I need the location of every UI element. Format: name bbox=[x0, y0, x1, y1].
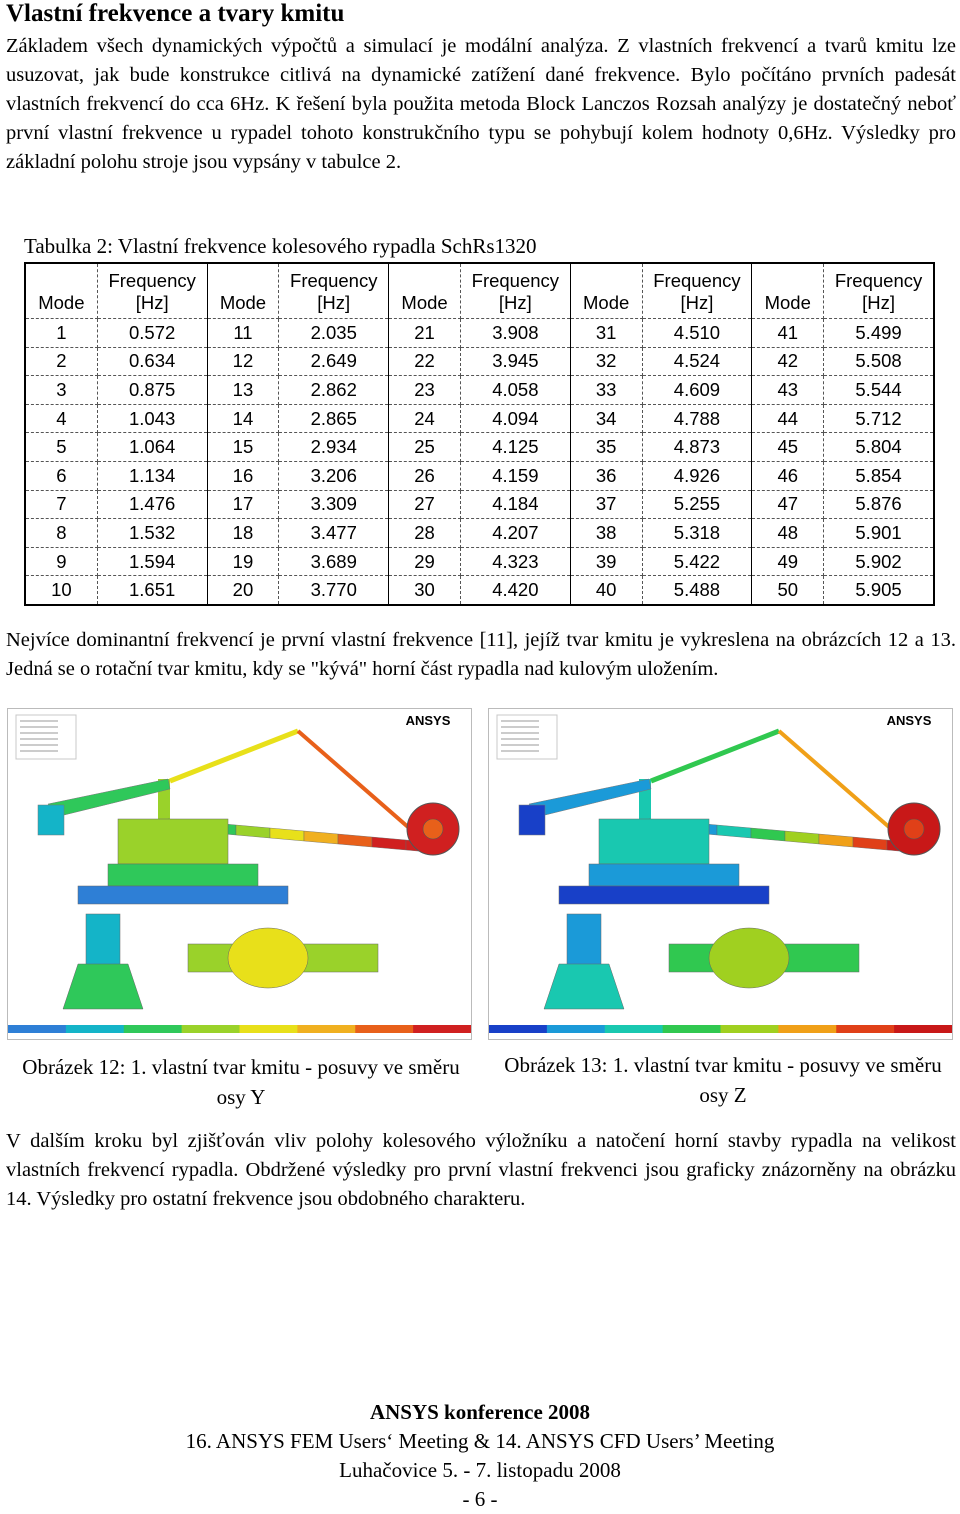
mode-shape-figure-z bbox=[488, 708, 953, 1040]
frequency-cell: 3.945 bbox=[460, 347, 570, 376]
frequency-cell: 3.689 bbox=[279, 547, 389, 576]
mode-cell: 10 bbox=[25, 576, 97, 605]
undercarriage bbox=[559, 886, 769, 904]
table-row bbox=[25, 461, 934, 490]
frequency-header-unit: [Hz] bbox=[317, 292, 351, 313]
mode-cell: 38 bbox=[570, 519, 642, 548]
frequency-header-unit: [Hz] bbox=[498, 292, 532, 313]
color-scale-segment bbox=[721, 1025, 779, 1033]
frequency-cell: 4.184 bbox=[460, 490, 570, 519]
color-scale-segment bbox=[663, 1025, 721, 1033]
mode-cell: 22 bbox=[389, 347, 461, 376]
next-step-paragraph: V dalším kroku byl zjišťován vliv polohy kolesového výložníku a natočení horní stavby rypadla na velikost vlastních frekvencí rypadla. Obdržené výsledky pro první vlastní frekvenci jsou graficky znázorněny na obrázku 14. Výsledky pro ostatní frekvence jsou obdobného charakteru. bbox=[6, 1130, 956, 1210]
frequency-cell: 4.207 bbox=[460, 519, 570, 548]
mode-cell: 36 bbox=[570, 461, 642, 490]
excavator-fem-render-z bbox=[489, 709, 952, 1039]
mode-cell: 5 bbox=[25, 433, 97, 462]
table-row bbox=[25, 376, 934, 405]
frequency-cell: 5.901 bbox=[824, 519, 934, 548]
boom-segment bbox=[338, 834, 372, 847]
color-scale-segment bbox=[605, 1025, 663, 1033]
boom-segment bbox=[304, 831, 338, 844]
mode-cell: 48 bbox=[752, 519, 824, 548]
mode-cell: 33 bbox=[570, 376, 642, 405]
superstructure bbox=[118, 819, 228, 864]
frequency-cell: 5.255 bbox=[642, 490, 752, 519]
mode-cell: 7 bbox=[25, 490, 97, 519]
bucket-wheel-hub bbox=[423, 819, 443, 839]
frequency-cell: 4.510 bbox=[642, 319, 752, 348]
figure-12-caption: Obrázek 12: 1. vlastní tvar kmitu - posuvy ve směru osy Y bbox=[22, 1055, 460, 1109]
mode-cell: 31 bbox=[570, 319, 642, 348]
mode-cell: 17 bbox=[207, 490, 279, 519]
table-row bbox=[25, 319, 934, 348]
frequency-cell: 4.873 bbox=[642, 433, 752, 462]
mode-cell: 21 bbox=[389, 319, 461, 348]
section-heading: Vlastní frekvence a tvary kmitu bbox=[6, 0, 345, 27]
table-body bbox=[25, 319, 934, 605]
frequency-cell: 5.488 bbox=[642, 576, 752, 605]
footer-conference-title: ANSYS konference 2008 bbox=[369, 1400, 591, 1424]
frequency-cell: 1.064 bbox=[97, 433, 207, 462]
mode-cell: 47 bbox=[752, 490, 824, 519]
page-number: - 6 - bbox=[462, 1487, 498, 1511]
superstructure bbox=[599, 819, 709, 864]
boom-tie-upper bbox=[651, 731, 779, 781]
table-header-row bbox=[25, 263, 934, 319]
frequency-header-label: Frequency bbox=[471, 270, 560, 291]
frequency-header-label: Frequency bbox=[108, 270, 196, 291]
mode-cell: 20 bbox=[207, 576, 279, 605]
plan-view-turntable bbox=[709, 928, 789, 988]
counterweight-boom bbox=[48, 779, 170, 817]
table-caption: Tabulka 2: Vlastní frekvence kolesového rypadla SchRs1320 bbox=[24, 234, 537, 258]
frequency-cell: 5.318 bbox=[642, 519, 752, 548]
plan-view-turntable bbox=[228, 928, 308, 988]
excavator-fem-render-y bbox=[8, 709, 471, 1039]
frequency-cell: 1.476 bbox=[97, 490, 207, 519]
color-scale-segment bbox=[894, 1025, 952, 1033]
mode-cell: 29 bbox=[389, 547, 461, 576]
color-scale-segment bbox=[413, 1025, 471, 1033]
frequency-cell: 5.422 bbox=[642, 547, 752, 576]
column-header-frequency bbox=[824, 263, 934, 319]
color-scale-segment bbox=[489, 1025, 547, 1033]
color-scale-segment bbox=[836, 1025, 894, 1033]
frequency-cell: 1.134 bbox=[97, 461, 207, 490]
mode-cell: 28 bbox=[389, 519, 461, 548]
results-legend-block bbox=[497, 715, 557, 759]
column-header-frequency bbox=[460, 263, 570, 319]
boom-segment bbox=[372, 837, 406, 850]
frequency-cell: 5.804 bbox=[824, 433, 934, 462]
mode-cell: 11 bbox=[207, 319, 279, 348]
table-row bbox=[25, 519, 934, 548]
turntable bbox=[108, 864, 258, 886]
mode-cell: 41 bbox=[752, 319, 824, 348]
mode-shape-figure-y bbox=[7, 708, 472, 1040]
frequency-cell: 5.905 bbox=[855, 579, 902, 601]
mode-cell: 23 bbox=[389, 376, 461, 405]
color-scale-segment bbox=[297, 1025, 355, 1033]
frequency-cell: 2.649 bbox=[279, 347, 389, 376]
mode-cell: 12 bbox=[207, 347, 279, 376]
column-header-frequency bbox=[642, 263, 752, 319]
bucket-wheel-hub bbox=[904, 819, 924, 839]
boom-segment bbox=[853, 837, 887, 850]
column-header-mode: Mode bbox=[207, 263, 279, 319]
boom-segment bbox=[236, 825, 270, 838]
boom-tie-upper bbox=[170, 731, 298, 781]
mode-cell: 2 bbox=[25, 347, 97, 376]
mode-cell: 16 bbox=[207, 461, 279, 490]
boom-segment bbox=[717, 825, 751, 838]
column-header-frequency bbox=[279, 263, 389, 319]
frequency-cell: 4.094 bbox=[460, 404, 570, 433]
frequency-cell: 2.865 bbox=[279, 404, 389, 433]
mode-cell: 46 bbox=[752, 461, 824, 490]
mode-cell: 18 bbox=[207, 519, 279, 548]
boom-segment bbox=[270, 828, 304, 841]
frequency-header-label: Frequency bbox=[834, 270, 923, 291]
front-view-base bbox=[63, 964, 143, 1009]
mode-cell: 19 bbox=[207, 547, 279, 576]
mode-cell: 6 bbox=[25, 461, 97, 490]
mode-cell: 49 bbox=[752, 547, 824, 576]
column-header-mode: Mode bbox=[25, 263, 97, 319]
frequency-cell: 2.862 bbox=[279, 376, 389, 405]
counterweight bbox=[38, 805, 64, 835]
mode-cell: 42 bbox=[752, 347, 824, 376]
color-scale-segment bbox=[8, 1025, 66, 1033]
table-row bbox=[25, 490, 934, 519]
color-scale-segment bbox=[66, 1025, 124, 1033]
frequency-cell: 5.876 bbox=[824, 490, 934, 519]
frequency-cell: 1.594 bbox=[97, 547, 207, 576]
frequency-cell: 2.934 bbox=[279, 433, 389, 462]
frequency-cell: 1.651 bbox=[97, 576, 207, 605]
table-row bbox=[25, 404, 934, 433]
mode-cell: 3 bbox=[25, 376, 97, 405]
mode-cell: 45 bbox=[752, 433, 824, 462]
mode-cell: 4 bbox=[25, 404, 97, 433]
frequency-cell: 5.508 bbox=[824, 347, 934, 376]
frequency-cell: 3.309 bbox=[279, 490, 389, 519]
mode-cell: 9 bbox=[25, 547, 97, 576]
mode-cell: 24 bbox=[389, 404, 461, 433]
frequency-cell: 4.788 bbox=[642, 404, 752, 433]
color-scale-segment bbox=[355, 1025, 413, 1033]
frequency-header-label: Frequency bbox=[653, 270, 741, 291]
boom-tie-lower bbox=[298, 731, 408, 827]
counterweight bbox=[519, 805, 545, 835]
mode-cell: 30 bbox=[389, 576, 461, 605]
column-header-mode: Mode bbox=[752, 263, 824, 319]
mode-cell: 8 bbox=[25, 519, 97, 548]
frequency-cell: 5.544 bbox=[824, 376, 934, 405]
mode-cell: 32 bbox=[570, 347, 642, 376]
mode-cell: 43 bbox=[752, 376, 824, 405]
frequency-header-unit: [Hz] bbox=[135, 292, 169, 313]
frequency-table bbox=[24, 262, 935, 606]
frequency-cell: 2.035 bbox=[279, 319, 389, 348]
intro-paragraph: Základem všech dynamických výpočtů a simulací je modální analýza. Z vlastních frekvencí a tvarů kmitu lze usuzovat, jak bude konstrukce citlivá na dynamické zatížení dané frekvence. Bylo počítáno prvních padesát vlastních frekvencí do cca 6Hz. K řešení byla použita metoda Block Lanczos Rozsah analýzy je dostatečný neboť první vlastní frekvence u rypadel tohoto konstrukčního typu se pohybují kolem hodnoty 0,6Hz. Výsledky pro základní polohu stroje jsou vypsány v tabulce 2. bbox=[6, 35, 956, 173]
dominant-frequency-paragraph: Nejvíce dominantní frekvencí je první vlastní frekvence [11], jejíž tvar kmitu je vykreslena na obrázcích 12 a 13. Jedná se o rotační tvar kmitu, kdy se "kývá" horní část rypadla nad kulovým uložením. bbox=[6, 629, 956, 680]
color-scale-segment bbox=[547, 1025, 605, 1033]
frequency-cell: 4.609 bbox=[642, 376, 752, 405]
column-header-mode: Mode bbox=[389, 263, 461, 319]
frequency-header-label: Frequency bbox=[290, 270, 378, 291]
frequency-cell: 4.058 bbox=[460, 376, 570, 405]
frequency-cell: 4.323 bbox=[460, 547, 570, 576]
frequency-cell: 5.902 bbox=[824, 547, 934, 576]
frequency-cell: 4.524 bbox=[642, 347, 752, 376]
mode-cell: 25 bbox=[389, 433, 461, 462]
boom-segment bbox=[785, 831, 819, 844]
mode-cell: 40 bbox=[570, 576, 642, 605]
table-row bbox=[25, 433, 934, 462]
frequency-cell: 4.125 bbox=[460, 433, 570, 462]
mode-cell: 44 bbox=[752, 404, 824, 433]
mode-cell: 1 bbox=[25, 319, 97, 348]
frequency-cell: 0.875 bbox=[97, 376, 207, 405]
boom-segment bbox=[819, 834, 853, 847]
frequency-cell: 3.908 bbox=[460, 319, 570, 348]
mode-cell: 15 bbox=[207, 433, 279, 462]
mode-cell: 26 bbox=[389, 461, 461, 490]
figure-13-caption: Obrázek 13: 1. vlastní tvar kmitu - posuvy ve směru osy Z bbox=[504, 1053, 942, 1107]
frequency-cell: 4.159 bbox=[460, 461, 570, 490]
turntable bbox=[589, 864, 739, 886]
color-scale-segment bbox=[124, 1025, 182, 1033]
counterweight-boom bbox=[529, 779, 651, 817]
column-header-mode: Mode bbox=[570, 263, 642, 319]
mode-cell: 34 bbox=[570, 404, 642, 433]
frequency-header-unit: [Hz] bbox=[862, 292, 895, 313]
column-header-frequency bbox=[97, 263, 207, 319]
color-scale-segment bbox=[182, 1025, 240, 1033]
mode-cell: 14 bbox=[207, 404, 279, 433]
footer-meeting-line: 16. ANSYS FEM Users‘ Meeting & 14. ANSYS CFD Users’ Meeting bbox=[185, 1429, 775, 1453]
table-row bbox=[25, 347, 934, 376]
undercarriage bbox=[78, 886, 288, 904]
frequency-cell: 1.043 bbox=[97, 404, 207, 433]
color-scale-segment bbox=[240, 1025, 298, 1033]
frequency-cell: 1.532 bbox=[97, 519, 207, 548]
frequency-cell: 4.420 bbox=[460, 576, 570, 605]
frequency-cell: 3.770 bbox=[279, 576, 389, 605]
boom-segment bbox=[751, 828, 785, 841]
mode-cell: 27 bbox=[389, 490, 461, 519]
front-view-base bbox=[544, 964, 624, 1009]
frequency-cell: 4.926 bbox=[642, 461, 752, 490]
frequency-cell: 5.854 bbox=[824, 461, 934, 490]
frequency-cell: 5.499 bbox=[824, 319, 934, 348]
frequency-cell: 0.634 bbox=[97, 347, 207, 376]
footer-date-line: Luhačovice 5. - 7. listopadu 2008 bbox=[339, 1458, 621, 1482]
mode-cell: 13 bbox=[207, 376, 279, 405]
ansys-logo: ANSYS bbox=[405, 713, 451, 728]
table-row bbox=[25, 576, 934, 605]
frequency-cell: 0.572 bbox=[97, 319, 207, 348]
frequency-cell: 3.206 bbox=[279, 461, 389, 490]
results-legend-block bbox=[16, 715, 76, 759]
mode-cell: 39 bbox=[570, 547, 642, 576]
frequency-header-unit: [Hz] bbox=[680, 292, 714, 313]
table-row bbox=[25, 547, 934, 576]
ansys-logo: ANSYS bbox=[886, 713, 932, 728]
mode-cell: 37 bbox=[570, 490, 642, 519]
frequency-cell: 5.712 bbox=[824, 404, 934, 433]
mode-cell: 35 bbox=[570, 433, 642, 462]
mode-cell: 50 bbox=[752, 576, 824, 605]
boom-tie-lower bbox=[779, 731, 889, 827]
frequency-cell: 3.477 bbox=[279, 519, 389, 548]
color-scale-segment bbox=[778, 1025, 836, 1033]
